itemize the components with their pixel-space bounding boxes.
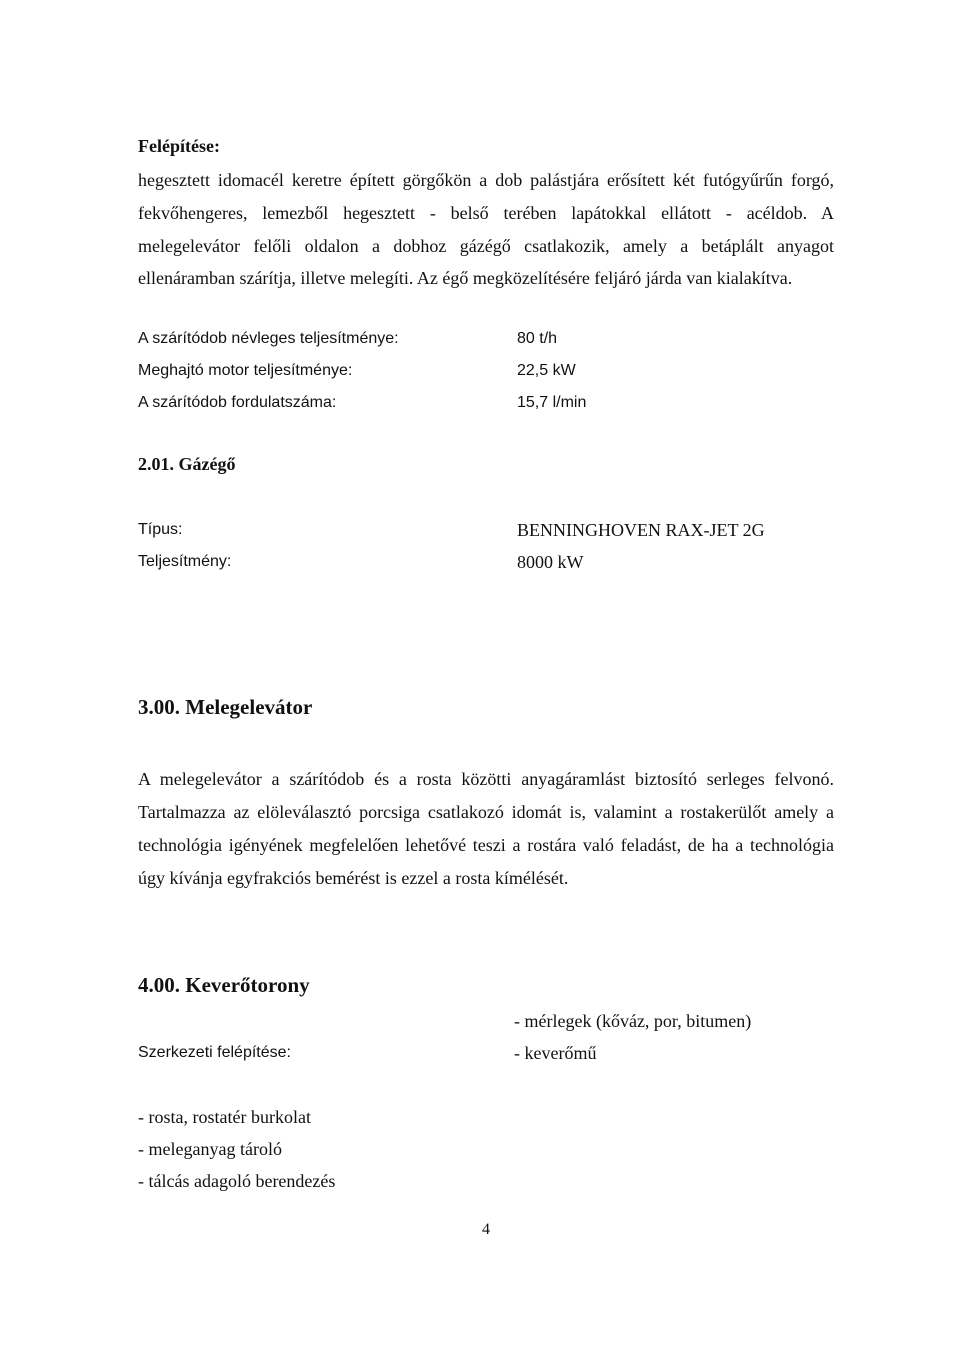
paragraph-line: technológia igényének megfelelően lehetővé teszi a rostára való feladást, de ha a technológia bbox=[138, 835, 834, 855]
paragraph-line: úgy kívánja egyfrakciós bemérést is ezzel a rosta kímélését. bbox=[138, 868, 569, 888]
section-heading-felepites: Felépítése: bbox=[138, 136, 220, 156]
section-heading-gazego: 2.01. Gázégő bbox=[138, 454, 236, 474]
spec-label: A szárítódob névleges teljesítménye: bbox=[138, 330, 399, 347]
list-item: - keverőmű bbox=[514, 1043, 597, 1063]
spec-label: Teljesítmény: bbox=[138, 553, 232, 570]
spec-value: 22,5 kW bbox=[517, 362, 576, 379]
spec-value: BENNINGHOVEN RAX-JET 2G bbox=[517, 520, 765, 540]
spec-label: Meghajtó motor teljesítménye: bbox=[138, 362, 353, 379]
structure-label: Szerkezeti felépítése: bbox=[138, 1044, 291, 1061]
paragraph-line: hegesztett idomacél keretre épített görgőkön a dob palástjára erősített két futógyűrűn forgó, bbox=[138, 170, 834, 190]
list-item: - mérlegek (kőváz, por, bitumen) bbox=[514, 1011, 752, 1031]
paragraph-line: A melegelevátor a szárítódob és a rosta közötti anyagáramlást biztosító serleges felvonó. bbox=[138, 769, 834, 789]
spec-value: 15,7 l/min bbox=[517, 394, 587, 411]
paragraph-line: fekvőhengeres, lemezből hegesztett - belső terében lapátokkal ellátott - acéldob. A bbox=[138, 203, 834, 223]
paragraph-line: ellenáramban szárítja, illetve melegíti. Az égő megközelítésére feljáró járda van kialakítva. bbox=[138, 268, 793, 288]
list-item: - meleganyag tároló bbox=[138, 1139, 282, 1159]
list-item: - tálcás adagoló berendezés bbox=[138, 1171, 336, 1191]
section-heading-keverotorony: 4.00. Keverőtorony bbox=[138, 973, 310, 997]
spec-value: 8000 kW bbox=[517, 552, 584, 572]
paragraph-line: Tartalmazza az elöleválasztó porcsiga csatlakozó idomát is, valamint a rostakerülőt amely a bbox=[138, 802, 834, 822]
page-number: 4 bbox=[482, 1221, 490, 1238]
section-heading-melegelevator: 3.00. Melegelevátor bbox=[138, 695, 313, 719]
paragraph-line: melegelevátor felőli oldalon a dobhoz gázégő csatlakozik, amely a betáplált anyagot bbox=[138, 236, 834, 256]
list-item: - rosta, rostatér burkolat bbox=[138, 1107, 311, 1127]
spec-value: 80 t/h bbox=[517, 330, 558, 347]
spec-label: Típus: bbox=[138, 521, 183, 538]
spec-label: A szárítódob fordulatszáma: bbox=[138, 394, 337, 411]
